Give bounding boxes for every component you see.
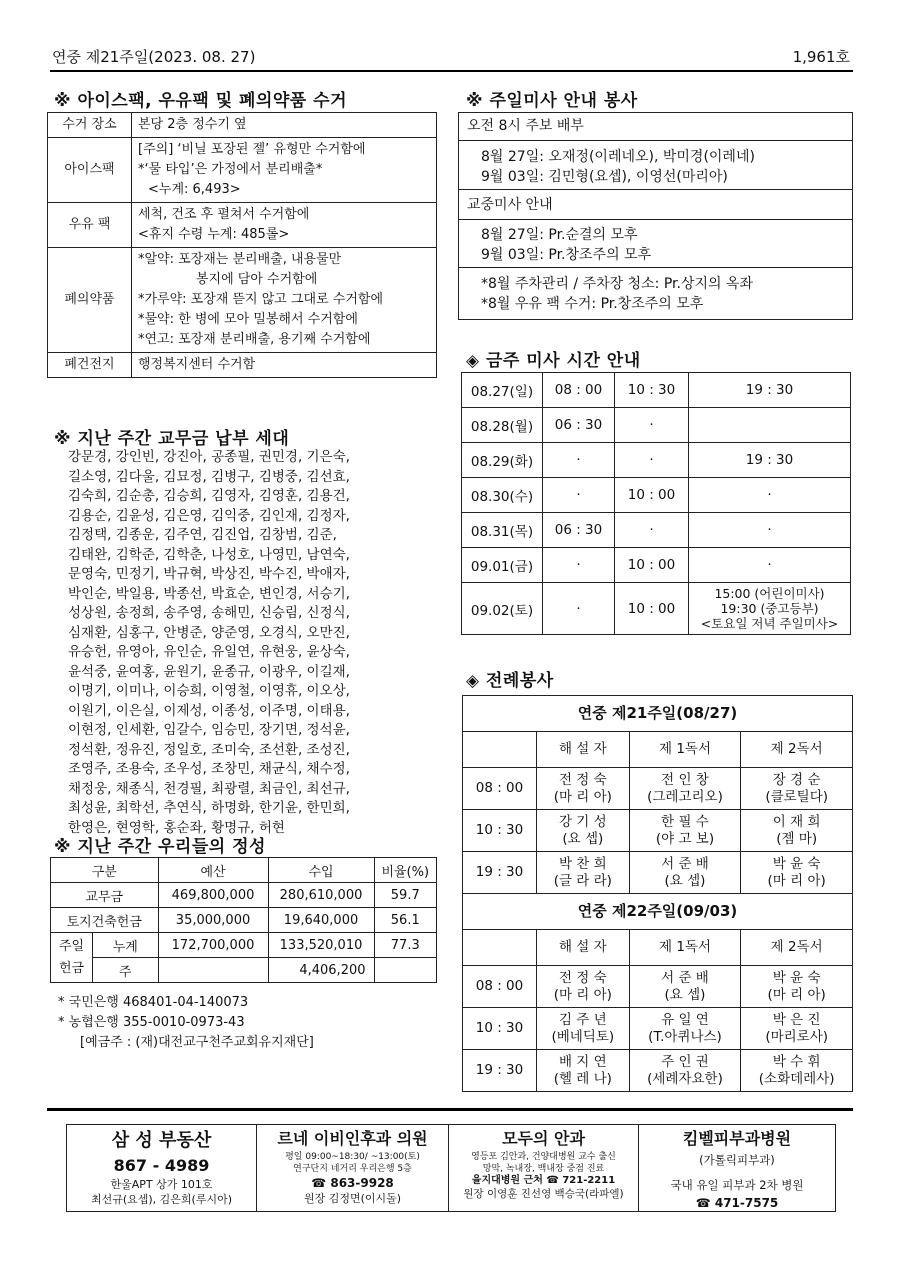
minister-baptismal-name: (세례자요한) — [647, 1070, 723, 1087]
ad-line: 최선규(요셉), 김은희(루시아) — [90, 1193, 233, 1206]
liturgy-minister — [629, 852, 741, 894]
mass-time: 06 : 30 — [543, 408, 615, 443]
table-row — [463, 768, 853, 810]
table-row — [463, 966, 853, 1008]
mass-date: 09.01(금) — [462, 548, 543, 583]
guide-line: 8월 27일: Pr.순결의 모후 — [481, 227, 638, 243]
offering-label: 토지건축헌금 — [51, 908, 159, 933]
liturgy-corner — [463, 732, 537, 768]
recycle-line: 행정복지센터 수거함 — [138, 357, 256, 372]
liturgy-corner — [463, 930, 537, 966]
table-row — [462, 478, 851, 513]
table-row — [463, 894, 853, 930]
donor-line: 심재환, 심홍구, 안병준, 양준영, 오경식, 오만진, — [68, 624, 350, 641]
table-row — [48, 113, 437, 138]
ad-title: 킴벨피부과병원 — [682, 1129, 792, 1148]
liturgy-time: 10 : 30 — [463, 810, 537, 852]
minister-baptismal-name: (요 셉) — [562, 830, 604, 847]
table-row — [67, 1125, 836, 1212]
offering-sub: 누계 — [93, 933, 159, 958]
guide-note: *8월 우유 팩 수거: Pr.창조주의 모후 — [481, 296, 704, 312]
mass-time: · — [543, 583, 615, 635]
ad-title: 르네 이비인후과 의원 — [277, 1129, 428, 1148]
ad-line: 을지대병원 근처 ☎ 721-2211 — [471, 1175, 616, 1186]
offering-label — [51, 933, 93, 983]
liturgy-time: 08 : 00 — [463, 966, 537, 1008]
offering-budget-empty — [158, 958, 268, 983]
liturgy-week-heading: 연중 제21주일(08/27) — [463, 696, 853, 732]
mass-time: 10 : 00 — [615, 548, 689, 583]
donor-list — [68, 448, 436, 838]
mass-time: · — [689, 513, 851, 548]
issue-number: 1,961호 — [792, 48, 850, 66]
liturgy-time: 08 : 00 — [463, 768, 537, 810]
table-row — [51, 958, 437, 983]
liturgy-minister — [537, 852, 630, 894]
mass-guide-title: ※ 주일미사 안내 봉사 — [466, 91, 638, 111]
ad-phone: 867 - 4989 — [113, 1156, 210, 1175]
recycle-line: 본당 2층 정수기 옆 — [138, 117, 247, 132]
mass-time: 19 : 30 — [689, 443, 851, 478]
minister-name: 김 주 년 — [558, 1011, 607, 1028]
minister-name: 유 일 연 — [661, 1011, 709, 1028]
minister-baptismal-name: (야 고 보) — [655, 830, 715, 847]
table-row — [462, 443, 851, 478]
recycle-label: 수거 장소 — [48, 113, 132, 138]
mass-time: · — [543, 548, 615, 583]
minister-name: 주 인 권 — [661, 1053, 709, 1070]
mass-time: 06 : 30 — [543, 513, 615, 548]
mass-time: · — [615, 443, 689, 478]
bank-line: [예금주 : (재)대전교구천주교회유지재단] — [80, 1035, 314, 1050]
table-row — [48, 138, 437, 203]
offering-label: 교무금 — [51, 883, 159, 908]
minister-baptismal-name: (글 라 라) — [553, 872, 612, 889]
minister-name: 박 윤 숙 — [772, 855, 821, 872]
minister-baptismal-name: (마 리 아) — [553, 788, 612, 805]
bank-notes — [58, 993, 314, 1053]
saturday-line: <토요일 저녁 주일미사> — [700, 616, 839, 631]
liturgy-col-header: 제 2독서 — [741, 930, 853, 966]
offering-budget: 35,000,000 — [158, 908, 268, 933]
bulletin-date: 연중 제21주일(2023. 08. 27) — [52, 48, 256, 66]
table-row — [463, 852, 853, 894]
liturgy-minister — [537, 1050, 630, 1092]
liturgy-col-header: 제 1독서 — [629, 930, 741, 966]
liturgy-col-header: 제 1독서 — [629, 732, 741, 768]
liturgy-time: 19 : 30 — [463, 852, 537, 894]
mass-time — [689, 408, 851, 443]
liturgy-minister — [741, 1050, 853, 1092]
table-row — [48, 203, 437, 248]
mass-time: · — [615, 408, 689, 443]
liturgy-title: ◈ 전례봉사 — [466, 671, 554, 691]
bank-line: * 국민은행 468401-04-140073 — [58, 995, 249, 1010]
table-row — [463, 732, 853, 768]
ad-phone: ☎ 471-7575 — [695, 1196, 779, 1210]
table-row — [462, 583, 851, 635]
minister-baptismal-name: (마 리 아) — [553, 986, 612, 1003]
minister-baptismal-name: (젬 마) — [776, 830, 818, 847]
mass-time-saturday — [689, 583, 851, 635]
minister-baptismal-name: (소화데레사) — [758, 1070, 835, 1087]
minister-name: 전 인 창 — [661, 771, 709, 788]
offering-budget: 172,700,000 — [158, 933, 268, 958]
mass-date: 08.29(화) — [462, 443, 543, 478]
ad-eye-clinic — [449, 1125, 639, 1212]
guide-divider — [459, 267, 852, 268]
liturgy-col-header: 해 설 자 — [537, 732, 630, 768]
table-row — [51, 908, 437, 933]
liturgy-minister — [629, 966, 741, 1008]
minister-baptismal-name: (클로틸다) — [765, 788, 829, 805]
offering-ratio: 56.1 — [374, 908, 436, 933]
minister-baptismal-name: (요 셉) — [664, 986, 706, 1003]
offering-label-a: 주일 — [58, 938, 85, 954]
donor-line: 조영주, 조용숙, 조우성, 조창민, 채균식, 채수정, — [68, 761, 350, 777]
liturgy-minister — [537, 768, 630, 810]
ad-line: 영등포 김안과, 건양대병원 교수 출신 — [471, 1152, 616, 1162]
mass-time: 08 : 00 — [543, 373, 615, 408]
minister-name: 박 윤 숙 — [772, 969, 821, 986]
ad-line: 원장 김정면(이시돌) — [303, 1192, 402, 1205]
recycle-line: *연고: 포장재 분리배출, 용기째 수거함에 — [138, 332, 371, 347]
offering-budget: 469,800,000 — [158, 883, 268, 908]
recycle-line: 봉지에 담아 수거함에 — [196, 272, 318, 287]
liturgy-minister — [741, 966, 853, 1008]
donor-line: 윤석중, 윤여홍, 윤원기, 윤종규, 이광우, 이길재, — [68, 663, 350, 680]
header-divider — [50, 70, 853, 72]
saturday-line: 19:30 (중고등부) — [720, 601, 819, 616]
table-row — [462, 373, 851, 408]
ad-skin-clinic — [639, 1125, 836, 1212]
minister-name: 박 찬 희 — [558, 855, 607, 872]
mass-time: · — [689, 548, 851, 583]
liturgy-minister — [537, 966, 630, 1008]
ad-title: 모두의 안과 — [502, 1129, 585, 1148]
table-row — [51, 933, 437, 958]
mass-times-title: ◈ 금주 미사 시간 안내 — [466, 351, 641, 371]
offering-income: 280,610,000 — [268, 883, 374, 908]
mass-date: 08.31(목) — [462, 513, 543, 548]
mass-guide-box — [458, 112, 853, 320]
offering-table — [50, 857, 437, 983]
ad-phone: ☎ 863-9928 — [311, 1176, 394, 1190]
liturgy-minister — [741, 810, 853, 852]
minister-baptismal-name: (마 리 아) — [767, 986, 826, 1003]
donor-line: 성상원, 송정희, 송주영, 송해민, 신승림, 신정식, — [68, 605, 350, 621]
minister-baptismal-name: (요 셉) — [664, 872, 706, 889]
table-row — [48, 248, 437, 353]
liturgy-minister — [629, 810, 741, 852]
donor-line: 이원기, 이은실, 이제성, 이종성, 이주명, 이태용, — [68, 702, 350, 719]
liturgy-col-header: 제 2독서 — [741, 732, 853, 768]
table-row — [462, 548, 851, 583]
minister-baptismal-name: (베네딕토) — [551, 1028, 615, 1045]
minister-name: 강 기 성 — [558, 813, 607, 830]
offering-header: 수입 — [268, 858, 374, 883]
liturgy-col-header: 해 설 자 — [537, 930, 630, 966]
mass-date: 08.30(수) — [462, 478, 543, 513]
table-row — [462, 513, 851, 548]
donor-line: 강문경, 강인빈, 강진아, 공종필, 권민경, 기은숙, — [68, 449, 350, 465]
mass-date: 08.27(일) — [462, 373, 543, 408]
table-row — [51, 858, 437, 883]
table-row — [463, 810, 853, 852]
minister-baptismal-name: (T.아퀴나스) — [648, 1028, 722, 1045]
recycle-line: 세척, 건조 후 펼쳐서 수거함에 — [138, 207, 310, 222]
liturgy-minister — [629, 1008, 741, 1050]
minister-name: 전 정 숙 — [558, 771, 607, 788]
guide-section-header: 오전 8시 주보 배부 — [459, 113, 852, 141]
offering-header: 예산 — [158, 858, 268, 883]
minister-baptismal-name: (마 리 아) — [767, 872, 826, 889]
recycle-label: 아이스팩 — [48, 138, 132, 203]
liturgy-week-heading: 연중 제22주일(09/03) — [463, 894, 853, 930]
ad-line: 국내 유일 피부과 2차 병원 — [670, 1178, 804, 1192]
recycle-line: [주의] ‘비닐 포장된 젤’ 유형만 수거함에 — [138, 142, 366, 157]
table-row — [463, 1008, 853, 1050]
donor-line: 유승헌, 유영아, 유인순, 유일연, 유현웅, 윤상숙, — [68, 644, 350, 660]
liturgy-time: 19 : 30 — [463, 1050, 537, 1092]
donor-line: 정석환, 정유진, 정일호, 조미숙, 조선환, 조성진, — [68, 741, 350, 758]
liturgy-time: 10 : 30 — [463, 1008, 537, 1050]
guide-line: 9월 03일: 김민형(요셉), 이영선(마리아) — [481, 169, 728, 185]
minister-baptismal-name: (헬 레 나) — [553, 1070, 612, 1087]
recycle-title: ※ 아이스팩, 우유팩 및 폐의약품 수거 — [54, 91, 347, 111]
recycle-label: 폐의약품 — [48, 248, 132, 353]
mass-times-table — [461, 372, 851, 635]
liturgy-minister — [741, 1008, 853, 1050]
offering-label-b: 헌금 — [58, 960, 85, 976]
donor-line: 이현정, 인세환, 임갈수, 임승민, 장기면, 정석윤, — [68, 722, 350, 738]
ads-table — [66, 1124, 836, 1212]
liturgy-table — [462, 695, 853, 1092]
recycle-line: *물약: 한 병에 모아 밀봉해서 수거함에 — [138, 312, 358, 327]
table-row — [463, 696, 853, 732]
minister-name: 박 은 진 — [772, 1011, 821, 1028]
offering-ratio: 77.3 — [374, 933, 436, 958]
minister-name: 장 경 순 — [772, 771, 821, 788]
bank-line: * 농협은행 355-0010-0973-43 — [58, 1015, 245, 1030]
ad-line: 평일 09:00~18:30/ ~13:00(토) — [285, 1152, 420, 1162]
recycle-line: <누계: 6,493> — [148, 182, 241, 197]
footer-divider — [47, 1108, 853, 1111]
recycle-line: <휴지 수령 누계: 485롤> — [138, 227, 290, 242]
table-row — [462, 408, 851, 443]
donor-line: 채정웅, 채종식, 천경필, 최광렬, 최금인, 최선규, — [68, 780, 350, 797]
saturday-line: 15:00 (어린이미사) — [714, 586, 825, 601]
mass-time: · — [689, 478, 851, 513]
ad-ent-clinic — [257, 1125, 449, 1212]
donor-line: 문영숙, 민정기, 박규혁, 박상진, 박수진, 박애자, — [68, 566, 350, 582]
offering-sub: 주 — [93, 958, 159, 983]
donor-line: 한영은, 현영학, 홍순좌, 황명규, 허현 — [68, 819, 285, 836]
ad-line: 망막, 녹내장, 백내장 중점 진료 — [482, 1164, 605, 1174]
table-row — [51, 883, 437, 908]
minister-name: 서 준 배 — [661, 969, 709, 986]
minister-name: 이 재 희 — [772, 813, 821, 830]
offering-income: 19,640,000 — [268, 908, 374, 933]
ad-line: 원장 이영훈 진선영 백승국(라파엘) — [463, 1188, 624, 1200]
recycle-label: 폐건전지 — [48, 353, 132, 378]
guide-line: 8월 27일: 오재정(이레네오), 박미경(이레네) — [481, 149, 755, 165]
recycle-table — [47, 112, 437, 378]
liturgy-minister — [537, 1008, 630, 1050]
offering-ratio: 59.7 — [374, 883, 436, 908]
offering-ratio-empty — [374, 958, 436, 983]
donor-line: 박인순, 박일용, 박종선, 박효순, 변인경, 서승기, — [68, 585, 350, 602]
recycle-line: *알약: 포장재는 분리배출, 내용물만 — [138, 252, 342, 267]
mass-time: · — [543, 478, 615, 513]
mass-time: 10 : 00 — [615, 583, 689, 635]
recycle-line: *가루약: 포장재 뜯지 않고 그대로 수거함에 — [138, 292, 384, 307]
liturgy-minister — [741, 768, 853, 810]
ad-title: 삼 성 부동산 — [111, 1130, 212, 1151]
guide-line: 9월 03일: Pr.창조주의 모후 — [481, 247, 652, 263]
recycle-line: *‘물 타입’은 가정에서 분리배출* — [138, 162, 323, 177]
offering-income: 4,406,200 — [268, 958, 374, 983]
minister-name: 한 필 수 — [661, 813, 709, 830]
donor-line: 길소영, 김다울, 김묘정, 김병구, 김병중, 김선효, — [68, 468, 350, 485]
recycle-label: 우유 팩 — [48, 203, 132, 248]
donors-title: ※ 지난 주간 교무금 납부 세대 — [54, 429, 290, 449]
minister-name: 전 정 숙 — [558, 969, 607, 986]
donor-line: 김용순, 김윤성, 김은영, 김익중, 김인재, 김정자, — [68, 507, 350, 524]
mass-date: 08.28(월) — [462, 408, 543, 443]
minister-name: 배 지 연 — [558, 1053, 607, 1070]
offering-title: ※ 지난 주간 우리들의 정성 — [54, 837, 266, 857]
mass-time: 19 : 30 — [689, 373, 851, 408]
ad-line: 한울APT 상가 101호 — [110, 1178, 213, 1191]
table-row — [463, 930, 853, 966]
donor-line: 김태완, 김학준, 김학춘, 나성호, 나영민, 남연숙, — [68, 546, 350, 563]
minister-name: 박 수 휘 — [772, 1053, 821, 1070]
ad-realestate — [67, 1125, 257, 1212]
donor-line: 최성윤, 최학선, 추연식, 하명화, 한기윤, 한민희, — [68, 800, 350, 816]
minister-baptismal-name: (그레고리오) — [647, 788, 723, 805]
ad-line: 연구단지 네거리 우리은행 5층 — [293, 1164, 412, 1174]
table-row — [48, 353, 437, 378]
liturgy-minister — [741, 852, 853, 894]
table-row — [463, 1050, 853, 1092]
donor-line: 김정택, 김종운, 김주연, 김진업, 김창범, 김준, — [68, 527, 337, 543]
mass-time: · — [615, 513, 689, 548]
guide-section-header: 교중미사 안내 — [459, 189, 852, 220]
liturgy-minister — [537, 810, 630, 852]
offering-header: 비율(%) — [374, 858, 436, 883]
mass-time: 10 : 30 — [615, 373, 689, 408]
donor-line: 이명기, 이미나, 이승희, 이영철, 이영휴, 이오상, — [68, 683, 350, 699]
liturgy-minister — [629, 1050, 741, 1092]
mass-time: · — [543, 443, 615, 478]
offering-income: 133,520,010 — [268, 933, 374, 958]
mass-date: 09.02(토) — [462, 583, 543, 635]
ad-line: (가톨릭피부과) — [699, 1153, 775, 1167]
liturgy-minister — [629, 768, 741, 810]
guide-note: *8월 주차관리 / 주차장 청소: Pr.상지의 옥좌 — [481, 276, 754, 292]
donor-line: 김숙희, 김순총, 김승희, 김영자, 김영훈, 김용건, — [68, 488, 350, 504]
minister-baptismal-name: (마리로사) — [765, 1028, 829, 1045]
mass-time: 10 : 00 — [615, 478, 689, 513]
minister-name: 서 준 배 — [661, 855, 709, 872]
offering-header: 구분 — [51, 858, 159, 883]
